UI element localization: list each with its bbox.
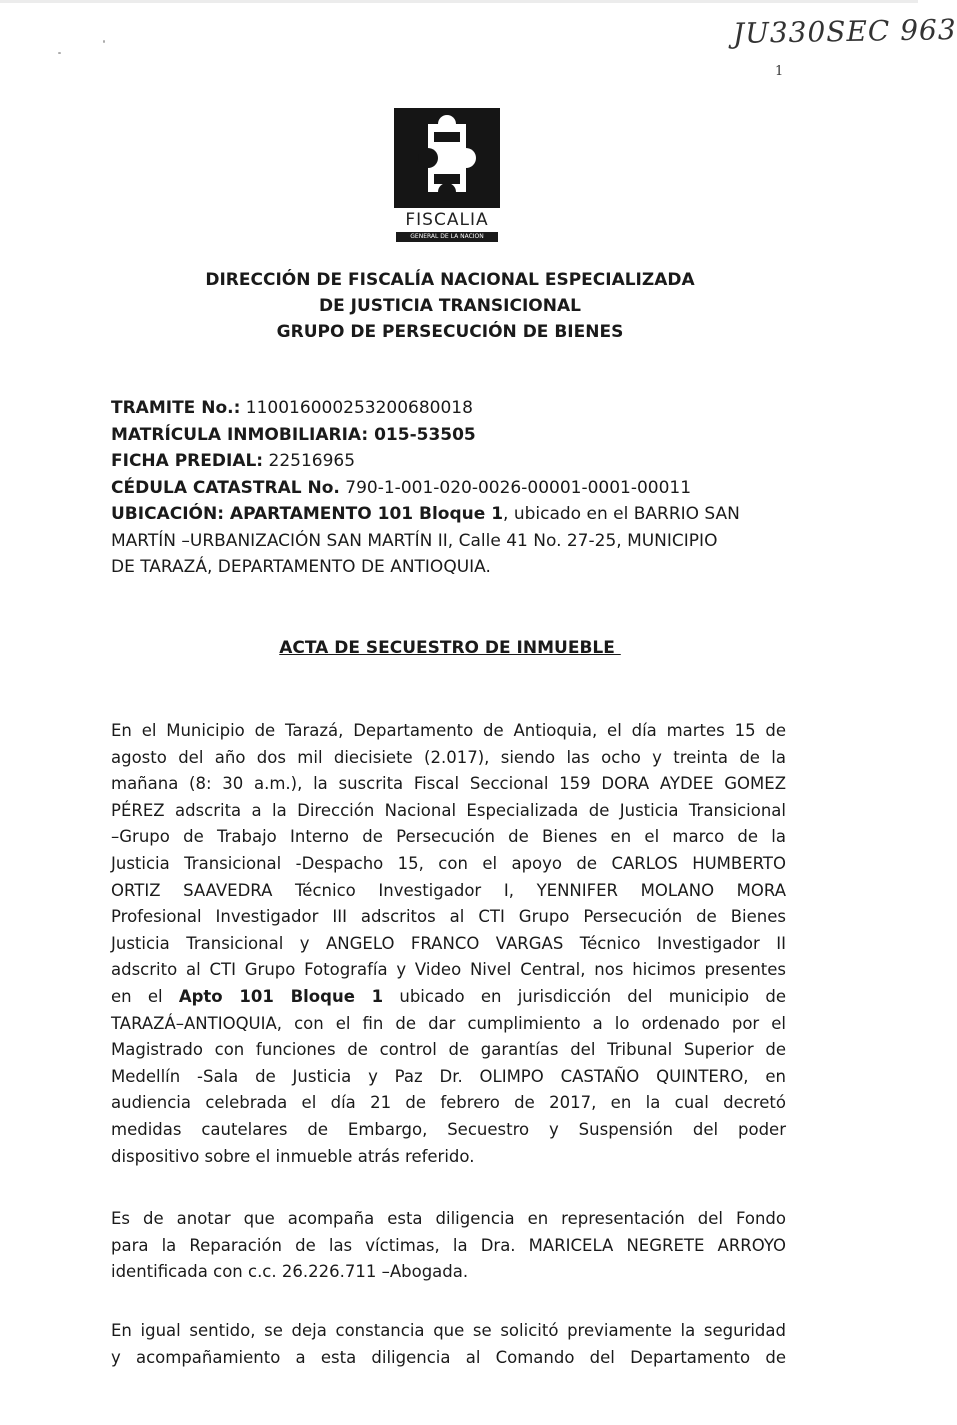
text-line: –Grupo de Trabajo Interno de Persecución de Bienes en el marco de la: [111, 827, 786, 847]
text-line: ORTIZ SAAVEDRA Técnico Investigador I, YENNIFER MOLANO MORA: [111, 880, 786, 900]
property-bold: Apto 101 Bloque 1: [178, 986, 384, 1006]
scan-speck: [103, 40, 105, 43]
tramite-line: [111, 395, 791, 422]
text-line: para la Reparación de las víctimas, la Dra. MARICELA NEGRETE ARROYO: [111, 1235, 786, 1255]
ubicacion-label: UBICACIÓN: APARTAMENTO 101 Bloque 1: [111, 504, 504, 524]
text-fragment: en el: [111, 986, 163, 1006]
paragraph-3: [111, 1318, 786, 1371]
text-line: adscrito al CTI Grupo Fotografía y Video Nivel Central, nos hicimos presentes: [111, 960, 786, 980]
cedula-value: 790-1-001-020-0026-00001-0001-00011: [345, 477, 692, 498]
text-line: identificada con c.c. 26.226.711 –Abogada.: [111, 1262, 469, 1282]
ubicacion-text: , ubicado en el BARRIO SAN: [503, 504, 740, 524]
cedula-label: CÉDULA CATASTRAL No.: [111, 477, 340, 498]
header-line: DIRECCIÓN DE FISCALÍA NACIONAL ESPECIALIZADA: [205, 270, 695, 290]
logo-name: FISCALIA: [405, 210, 489, 230]
page-number: 1: [775, 64, 784, 79]
text-line: audiencia celebrada el día 21 de febrero de 2017, en la cual decretó: [111, 1093, 786, 1113]
document-header: [140, 267, 760, 345]
ubicacion-line: DE TARAZÁ, DEPARTAMENTO DE ANTIOQUIA.: [111, 557, 491, 577]
text-line: En el Municipio de Tarazá, Departamento de Antioquia, el día martes 15 de: [111, 721, 786, 740]
paragraph-1: [111, 718, 786, 1170]
ubicacion-line: [111, 501, 791, 528]
header-line: GRUPO DE PERSECUCIÓN DE BIENES: [276, 322, 624, 342]
ficha-label: FICHA PREDIAL:: [111, 451, 264, 471]
property-metadata: [111, 395, 791, 581]
text-line: [111, 984, 786, 1011]
scan-speck: [58, 52, 61, 54]
ficha-value: 22516965: [268, 451, 356, 471]
text-line: En igual sentido, se deja constancia que se solicitó previamente la seguridad: [111, 1321, 786, 1340]
matricula-label: MATRÍCULA INMOBILIARIA: 015-53505: [111, 424, 476, 445]
text-line: dispositivo sobre el inmueble atrás referido.: [111, 1146, 475, 1166]
text-line: Profesional Investigador III adscritos al CTI Grupo Persecución de Bienes: [111, 907, 786, 927]
page-top-edge: [0, 0, 918, 3]
cedula-line: [111, 475, 791, 502]
ficha-line: [111, 448, 791, 475]
tramite-value: 110016000253200680018: [245, 398, 473, 418]
text-line: Justicia Transicional y ANGELO FRANCO VARGAS Técnico Investigador II: [111, 933, 786, 953]
text-line: Medellín -Sala de Justicia y Paz Dr. OLIMPO CASTAÑO QUINTERO, en: [111, 1066, 786, 1086]
text-line: TARAZÁ–ANTIOQUIA, con el fin de dar cumplimiento a lo ordenado por el: [111, 1013, 786, 1033]
text-line: Justicia Transicional -Despacho 15, con el apoyo de CARLOS HUMBERTO: [111, 853, 786, 873]
tramite-label: TRAMITE No.:: [111, 398, 241, 418]
paragraph-2: [111, 1206, 786, 1286]
text-line: agosto del año dos mil diecisiete (2.017), siendo las ocho y treinta de la: [111, 747, 786, 767]
text-line: medidas cautelares de Embargo, Secuestro y Suspensión del poder: [111, 1119, 786, 1139]
ubicacion-line: MARTÍN –URBANIZACIÓN SAN MARTÍN II, Calle 41 No. 27-25, MUNICIPIO: [111, 530, 718, 551]
header-line: DE JUSTICIA TRANSICIONAL: [319, 296, 581, 316]
fiscalia-logo: [394, 108, 500, 244]
matricula-line: [111, 422, 791, 449]
act-title: ACTA DE SECUESTRO DE INMUEBLE: [279, 638, 621, 658]
text-line: mañana (8: 30 a.m.), la suscrita Fiscal Seccional 159 DORA AYDEE GOMEZ: [111, 774, 786, 794]
text-line: y acompañamiento a esta diligencia al Comando del Departamento de: [111, 1347, 786, 1367]
puzzle-icon: [394, 108, 500, 208]
text-fragment: ubicado en jurisdicción del municipio de: [399, 986, 786, 1006]
handwritten-reference-code: JU330SEC 963: [732, 13, 957, 50]
logo-subtitle: GENERAL DE LA NACION: [396, 232, 498, 242]
text-line: PÉREZ adscrita a la Dirección Nacional Especializada de Justicia Transicional: [111, 800, 786, 820]
text-line: Es de anotar que acompaña esta diligencia en representación del Fondo: [111, 1209, 786, 1228]
text-line: Magistrado con funciones de control de garantías del Tribunal Superior de: [111, 1040, 786, 1060]
